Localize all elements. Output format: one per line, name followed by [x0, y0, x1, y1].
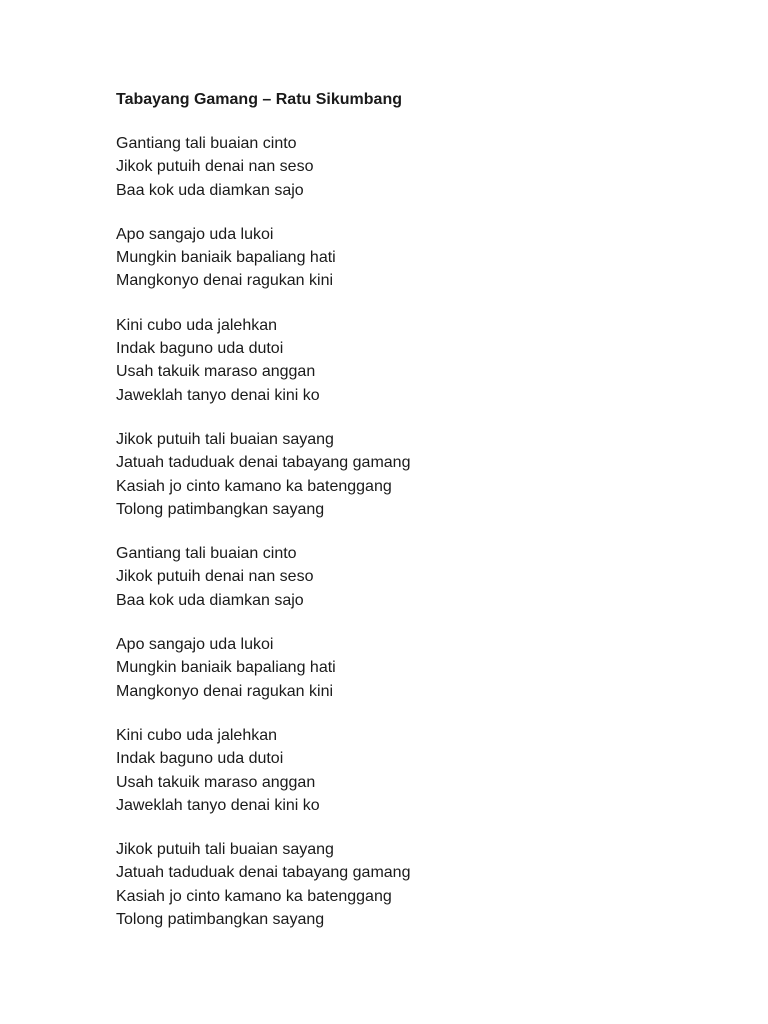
lyric-line: Usah takuik maraso anggan — [116, 363, 316, 381]
lyric-line: Jikok putuih tali buaian sayang — [116, 841, 334, 859]
lyric-line: Usah takuik maraso anggan — [116, 773, 316, 791]
stanza — [116, 838, 736, 931]
lyric-line: Baa kok uda diamkan sajo — [116, 591, 304, 609]
lyric-line: Indak baguno uda dutoi — [116, 340, 284, 358]
lyric-line: Tolong patimbangkan sayang — [116, 500, 325, 518]
lyric-line: Gantiang tali buaian cinto — [116, 135, 297, 152]
lyric-line: Mungkin baniaik bapaliang hati — [116, 249, 336, 267]
document-page — [116, 88, 736, 952]
lyric-line: Gantiang tali buaian cinto — [116, 545, 297, 563]
lyric-line: Baa kok uda diamkan sajo — [116, 181, 304, 199]
lyric-line: Apo sangajo uda lukoi — [116, 225, 274, 243]
lyric-line: Jikok putuih tali buaian sayang — [116, 430, 334, 448]
lyric-line: Kasiah jo cinto kamano ka batenggang — [116, 477, 392, 495]
lyric-line: Indak baguno uda dutoi — [116, 750, 284, 768]
lyric-line: Mungkin baniaik bapaliang hati — [116, 659, 336, 677]
lyric-line: Kasiah jo cinto kamano ka batenggang — [116, 887, 392, 905]
document-title: Tabayang Gamang – Ratu Sikumbang — [116, 91, 402, 108]
stanza — [116, 223, 736, 293]
lyric-line: Jaweklah tanyo denai kini ko — [116, 386, 320, 404]
lyric-line: Kini cubo uda jalehkan — [116, 316, 278, 334]
lyric-line: Kini cubo uda jalehkan — [116, 726, 278, 744]
lyric-line: Apo sangajo uda lukoi — [116, 636, 274, 654]
lyric-line: Mangkonyo denai ragukan kini — [116, 272, 334, 290]
lyric-line: Jatuah taduduak denai tabayang gamang — [116, 864, 411, 882]
lyric-line: Jikok putuih denai nan seso — [116, 158, 314, 176]
lyric-line: Tolong patimbangkan sayang — [116, 911, 325, 929]
stanza — [116, 428, 736, 521]
lyric-line: Jatuah taduduak denai tabayang gamang — [116, 454, 411, 472]
stanza — [116, 314, 736, 407]
stanza — [116, 724, 736, 817]
stanza — [116, 633, 736, 703]
lyric-line: Jikok putuih denai nan seso — [116, 568, 314, 586]
lyric-line: Mangkonyo denai ragukan kini — [116, 682, 334, 700]
stanza — [116, 542, 736, 612]
stanza — [116, 132, 736, 202]
lyric-line: Jaweklah tanyo denai kini ko — [116, 796, 320, 814]
